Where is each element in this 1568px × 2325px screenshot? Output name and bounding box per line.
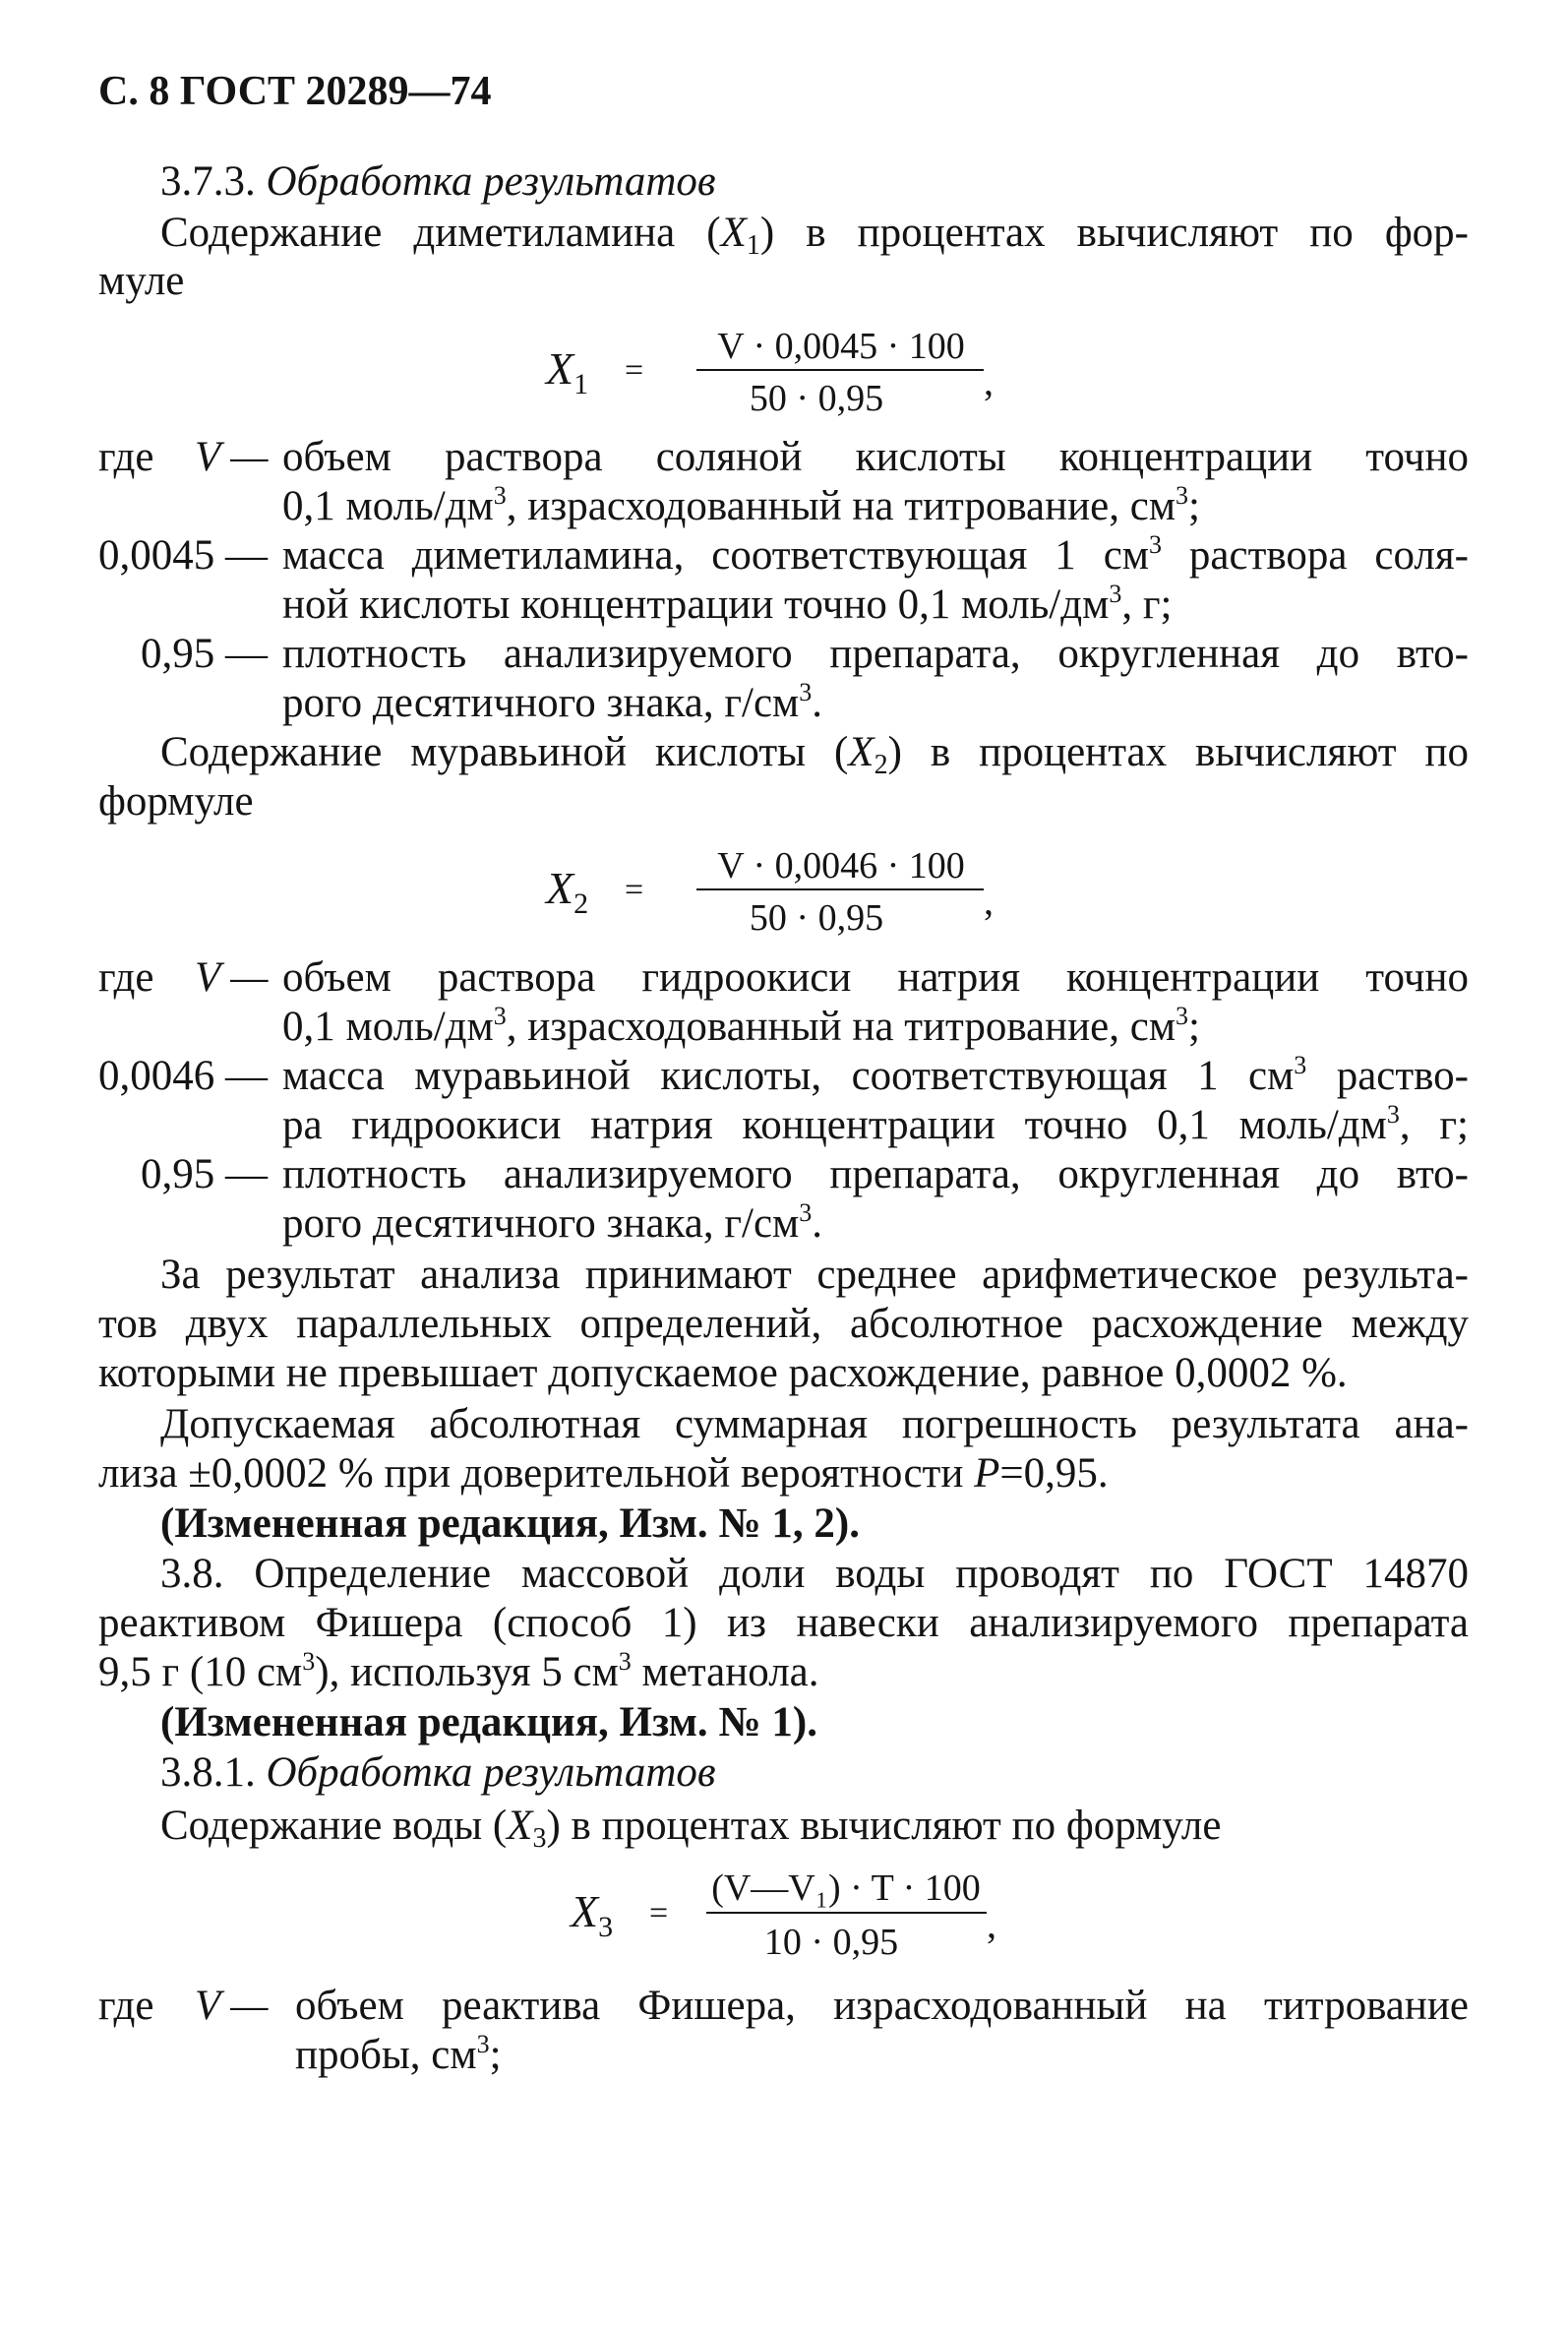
superscript: 3 bbox=[1176, 1002, 1189, 1030]
text-run: Содержание диметиламина ( bbox=[160, 210, 721, 256]
variable-x: X bbox=[507, 1803, 533, 1849]
section-title-text: Обработка результатов bbox=[266, 1749, 716, 1796]
legend-number: 0,0046 — bbox=[98, 1053, 268, 1099]
formula-numerator: V · 0,0045 · 100 bbox=[717, 326, 965, 367]
legend-line bbox=[282, 580, 1173, 628]
legend-line bbox=[282, 1100, 1470, 1148]
variable-x: X bbox=[546, 863, 574, 913]
subscript: 2 bbox=[573, 887, 589, 920]
legend-line: плотность анализируемого препарата, округленная до вто- bbox=[282, 1151, 1469, 1197]
paragraph-3-8 bbox=[98, 1647, 819, 1695]
legend-number: 0,95 — bbox=[141, 1151, 268, 1197]
variable-x: X bbox=[571, 1886, 599, 1936]
paragraph-x1-intro bbox=[160, 210, 1469, 261]
paragraph-x1-intro-cont: муле bbox=[98, 258, 185, 304]
text-run: ) в процентах вычисляют по bbox=[887, 729, 1469, 775]
section-number: 3.7.3. bbox=[160, 158, 256, 205]
text-run: =0,95. bbox=[999, 1450, 1109, 1497]
legend-symbol: V — bbox=[195, 434, 269, 480]
formula-lhs bbox=[546, 863, 589, 920]
subscript: 1 bbox=[746, 230, 760, 261]
superscript: 3 bbox=[493, 1002, 507, 1030]
formula-numerator: (V—V₁) · T · 100 bbox=[711, 1867, 981, 1909]
subscript: 1 bbox=[573, 368, 589, 400]
section-title-3-7-3 bbox=[160, 160, 716, 203]
variable-p: P bbox=[974, 1450, 1000, 1497]
legend-number: 0,95 — bbox=[141, 631, 268, 677]
text-run: ; bbox=[489, 2032, 502, 2078]
formula-denominator: 50 · 0,95 bbox=[749, 378, 884, 419]
section-number: 3.8.1. bbox=[160, 1749, 256, 1796]
text-run: . bbox=[812, 1200, 823, 1247]
legend-line bbox=[282, 1198, 823, 1247]
paragraph-result: которыми не превышает допускаемое расхождение, равное 0,0002 %. bbox=[98, 1350, 1348, 1396]
variable-x: X bbox=[546, 343, 574, 394]
superscript: 3 bbox=[476, 2030, 490, 2058]
legend-line: объем реактива Фишера, израсходованный на титрование bbox=[295, 1983, 1469, 2029]
paragraph-x2-intro bbox=[160, 729, 1469, 780]
superscript: 3 bbox=[618, 1647, 632, 1676]
superscript: 3 bbox=[1109, 580, 1122, 608]
legend-line bbox=[282, 1002, 1200, 1050]
text-run: раствора соля- bbox=[1161, 532, 1469, 579]
text-run: , израсходованный на титрование, см bbox=[506, 1004, 1176, 1050]
text-run: Содержание муравьиной кислоты ( bbox=[160, 729, 849, 775]
formula-numerator: V · 0,0046 · 100 bbox=[717, 845, 965, 887]
superscript: 3 bbox=[799, 1198, 813, 1227]
paragraph-result: тов двух параллельных определений, абсолютное расхождение между bbox=[98, 1301, 1469, 1347]
amendment-note: (Измененная редакция, Изм. № 1). bbox=[160, 1699, 817, 1745]
fraction-bar bbox=[696, 888, 984, 890]
superscript: 3 bbox=[799, 678, 813, 706]
legend-where: где bbox=[98, 434, 154, 480]
text-run: 0,1 моль/дм bbox=[282, 483, 494, 529]
legend-symbol: V — bbox=[195, 954, 269, 1001]
equals-sign: = bbox=[625, 872, 644, 908]
text-run: пробы, см bbox=[295, 2032, 477, 2078]
superscript: 3 bbox=[493, 481, 507, 510]
text-run: раство- bbox=[1306, 1053, 1469, 1099]
legend-line: плотность анализируемого препарата, округленная до вто- bbox=[282, 631, 1469, 677]
variable-x: X bbox=[720, 210, 747, 256]
legend-number: 0,0045 — bbox=[98, 532, 268, 579]
formula-lhs bbox=[546, 343, 589, 400]
superscript: 3 bbox=[1386, 1100, 1400, 1129]
paragraph-x3-intro bbox=[160, 1803, 1222, 1854]
legend-where: где bbox=[98, 954, 154, 1001]
text-run: метанола. bbox=[631, 1649, 819, 1695]
section-title-text: Обработка результатов bbox=[266, 158, 716, 205]
formula-lhs bbox=[571, 1886, 614, 1943]
equals-sign: = bbox=[625, 352, 644, 389]
superscript: 3 bbox=[1148, 530, 1162, 559]
superscript: 3 bbox=[1294, 1051, 1307, 1079]
paragraph-result: За результат анализа принимают среднее арифметическое результа- bbox=[160, 1252, 1469, 1298]
fraction-bar bbox=[696, 369, 984, 371]
subscript: 3 bbox=[598, 1911, 614, 1943]
text-run: ) в процентах вычисляют по формуле bbox=[546, 1803, 1222, 1849]
formula-comma: , bbox=[987, 1902, 996, 1946]
text-run: ра гидроокиси натрия концентрации точно 0,1 моль/дм bbox=[282, 1102, 1387, 1148]
text-run: ) в процентах вычисляют по фор- bbox=[759, 210, 1469, 256]
text-run: 0,1 моль/дм bbox=[282, 1004, 494, 1050]
legend-line: объем раствора гидроокиси натрия концентрации точно bbox=[282, 954, 1469, 1001]
text-run: рого десятичного знака, г/см bbox=[282, 1200, 800, 1247]
text-run: . bbox=[812, 680, 823, 726]
text-run: ), используя 5 см bbox=[315, 1649, 619, 1695]
text-run: масса муравьиной кислоты, соответствующая 1 см bbox=[282, 1053, 1295, 1099]
text-run: рого десятичного знака, г/см bbox=[282, 680, 800, 726]
text-run: , г; bbox=[1121, 581, 1173, 628]
legend-line bbox=[295, 2030, 502, 2078]
subscript: 2 bbox=[874, 750, 888, 780]
paragraph-error: Допускаемая абсолютная суммарная погрешность результата ана- bbox=[160, 1401, 1469, 1447]
text-run: Содержание воды ( bbox=[160, 1803, 508, 1849]
legend-symbol: V — bbox=[195, 1983, 269, 2029]
fraction-bar bbox=[706, 1912, 987, 1914]
paragraph-3-8: 3.8. Определение массовой доли воды проводят по ГОСТ 14870 bbox=[160, 1551, 1469, 1597]
superscript: 3 bbox=[302, 1647, 316, 1676]
text-run: ; bbox=[1188, 1004, 1200, 1050]
paragraph-3-8: реактивом Фишера (способ 1) из навески анализируемого препарата bbox=[98, 1600, 1469, 1646]
equals-sign: = bbox=[649, 1895, 669, 1931]
legend-line bbox=[282, 530, 1469, 579]
formula-denominator: 50 · 0,95 bbox=[749, 897, 884, 939]
superscript: 3 bbox=[1176, 481, 1189, 510]
text-run: масса диметиламина, соответствующая 1 см bbox=[282, 532, 1149, 579]
subscript: 3 bbox=[532, 1823, 547, 1854]
legend-line bbox=[282, 1051, 1469, 1099]
paragraph-error bbox=[98, 1452, 1109, 1495]
paragraph-x2-intro-cont: формуле bbox=[98, 778, 254, 825]
text-run: ной кислоты концентрации точно 0,1 моль/дм bbox=[282, 581, 1110, 628]
text-run: , израсходованный на титрование, см bbox=[506, 483, 1176, 529]
page-header: С. 8 ГОСТ 20289—74 bbox=[98, 69, 492, 114]
legend-line: объем раствора соляной кислоты концентрации точно bbox=[282, 434, 1469, 480]
amendment-note: (Измененная редакция, Изм. № 1, 2). bbox=[160, 1500, 860, 1547]
legend-line bbox=[282, 678, 823, 726]
variable-x: X bbox=[848, 729, 874, 775]
legend-where: где bbox=[98, 1983, 154, 2029]
formula-denominator: 10 · 0,95 bbox=[763, 1922, 899, 1963]
formula-comma: , bbox=[984, 359, 994, 403]
formula-comma: , bbox=[984, 879, 994, 923]
text-run: 9,5 г (10 см bbox=[98, 1649, 303, 1695]
text-run: лиза ±0,0002 % при доверительной вероятности bbox=[98, 1450, 975, 1497]
section-title-3-8-1 bbox=[160, 1751, 716, 1794]
text-run: ; bbox=[1188, 483, 1200, 529]
text-run: , г; bbox=[1399, 1102, 1470, 1148]
legend-line bbox=[282, 481, 1200, 529]
